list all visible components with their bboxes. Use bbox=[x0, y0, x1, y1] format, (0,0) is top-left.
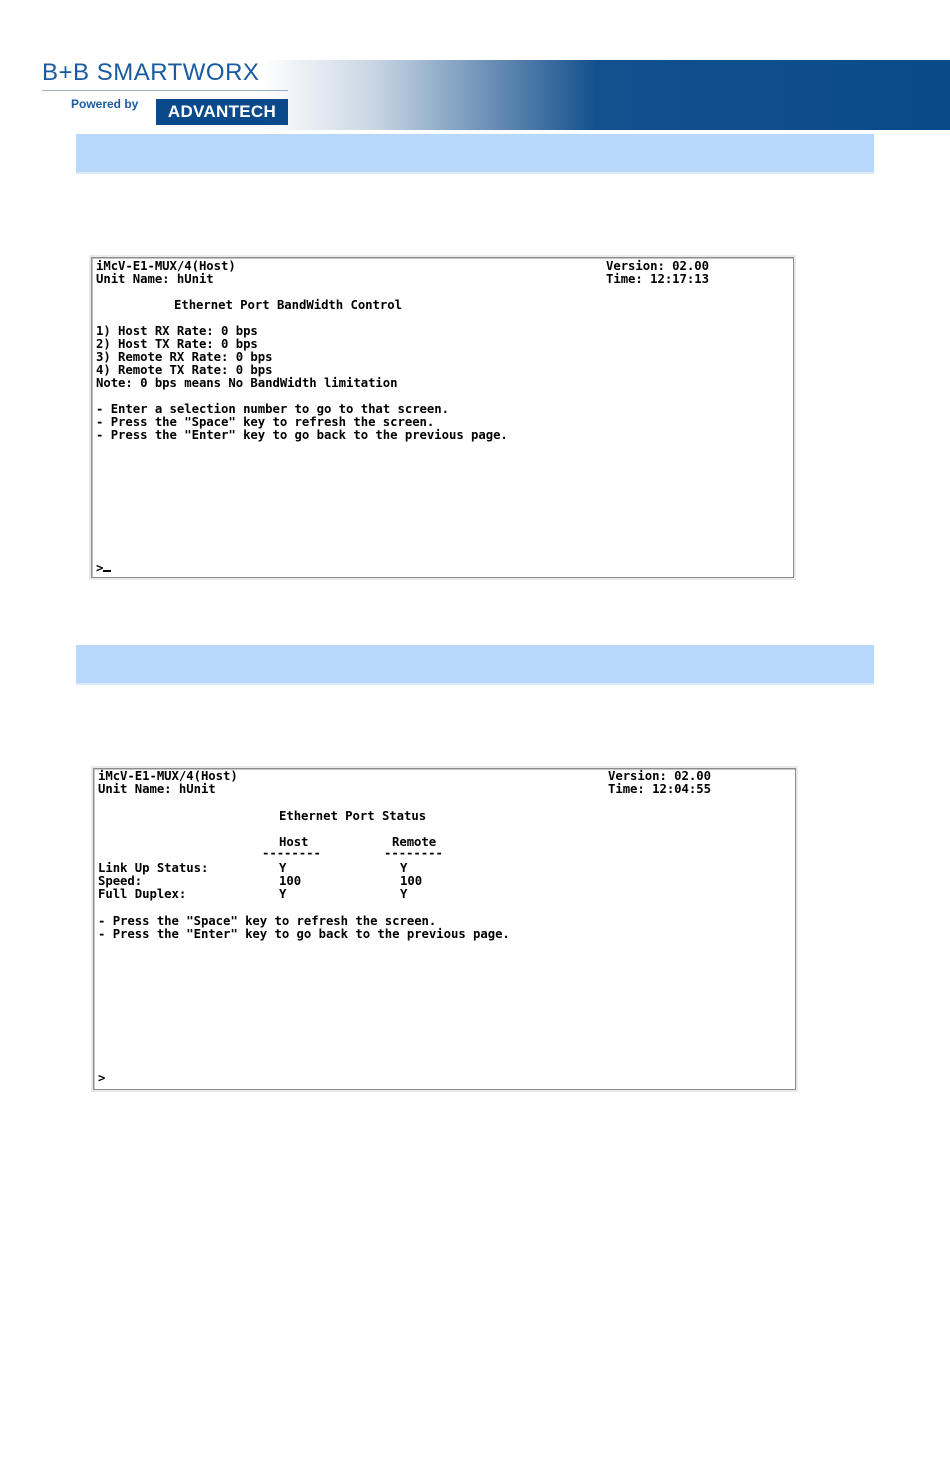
logo-divider bbox=[42, 90, 288, 91]
host-value: Y bbox=[279, 887, 287, 901]
instruction-line: - Press the "Space" key to refresh the screen. bbox=[98, 914, 437, 928]
host-value: 100 bbox=[279, 874, 302, 888]
screen-title: Ethernet Port BandWidth Control bbox=[174, 298, 402, 312]
section-bar-2 bbox=[76, 645, 874, 685]
command-prompt[interactable] bbox=[96, 560, 111, 573]
status-label: Link Up Status: bbox=[98, 861, 209, 875]
screen-title: Ethernet Port Status bbox=[279, 809, 427, 823]
menu-option-host-rx[interactable]: 1) Host RX Rate: 0 bps bbox=[96, 324, 258, 338]
terminal-port-status[interactable] bbox=[93, 768, 796, 1090]
prompt-symbol: > bbox=[96, 561, 104, 575]
powered-by-label: Powered by bbox=[71, 97, 139, 111]
time-label: Time: 12:04:55 bbox=[608, 782, 711, 796]
column-header-remote: Remote bbox=[392, 835, 437, 849]
column-header-host: Host bbox=[279, 835, 309, 849]
column-underline-remote: -------- bbox=[384, 846, 443, 860]
device-name: iMcV-E1-MUX/4(Host) bbox=[96, 259, 236, 273]
version-label: Version: 02.00 bbox=[608, 769, 711, 783]
instruction-line: - Enter a selection number to go to that screen. bbox=[96, 402, 449, 416]
prompt-symbol: > bbox=[98, 1071, 106, 1085]
instruction-line: - Press the "Space" key to refresh the screen. bbox=[96, 415, 435, 429]
unit-name: Unit Name: hUnit bbox=[96, 272, 214, 286]
time-label: Time: 12:17:13 bbox=[606, 272, 709, 286]
version-label: Version: 02.00 bbox=[606, 259, 709, 273]
advantech-logo: ADVANTECH bbox=[156, 99, 288, 125]
section-bar-1 bbox=[76, 134, 874, 174]
remote-value: 100 bbox=[400, 874, 423, 888]
bandwidth-note: Note: 0 bps means No BandWidth limitation bbox=[96, 376, 398, 390]
text-cursor bbox=[103, 560, 111, 572]
device-name: iMcV-E1-MUX/4(Host) bbox=[98, 769, 238, 783]
menu-option-host-tx[interactable]: 2) Host TX Rate: 0 bps bbox=[96, 337, 258, 351]
remote-value: Y bbox=[400, 887, 408, 901]
status-label: Full Duplex: bbox=[98, 887, 187, 901]
smartworx-logo: B+B SMARTWORX bbox=[42, 59, 260, 86]
column-underline-host: -------- bbox=[262, 846, 321, 860]
host-value: Y bbox=[279, 861, 287, 875]
unit-name: Unit Name: hUnit bbox=[98, 782, 216, 796]
command-prompt[interactable] bbox=[98, 1072, 105, 1085]
remote-value: Y bbox=[400, 861, 408, 875]
instruction-line: - Press the "Enter" key to go back to the previous page. bbox=[96, 428, 508, 442]
terminal-bandwidth-control[interactable] bbox=[91, 257, 794, 578]
instruction-line: - Press the "Enter" key to go back to the previous page. bbox=[98, 927, 510, 941]
status-label: Speed: bbox=[98, 874, 143, 888]
menu-option-remote-tx[interactable]: 4) Remote TX Rate: 0 bps bbox=[96, 363, 273, 377]
menu-option-remote-rx[interactable]: 3) Remote RX Rate: 0 bps bbox=[96, 350, 273, 364]
